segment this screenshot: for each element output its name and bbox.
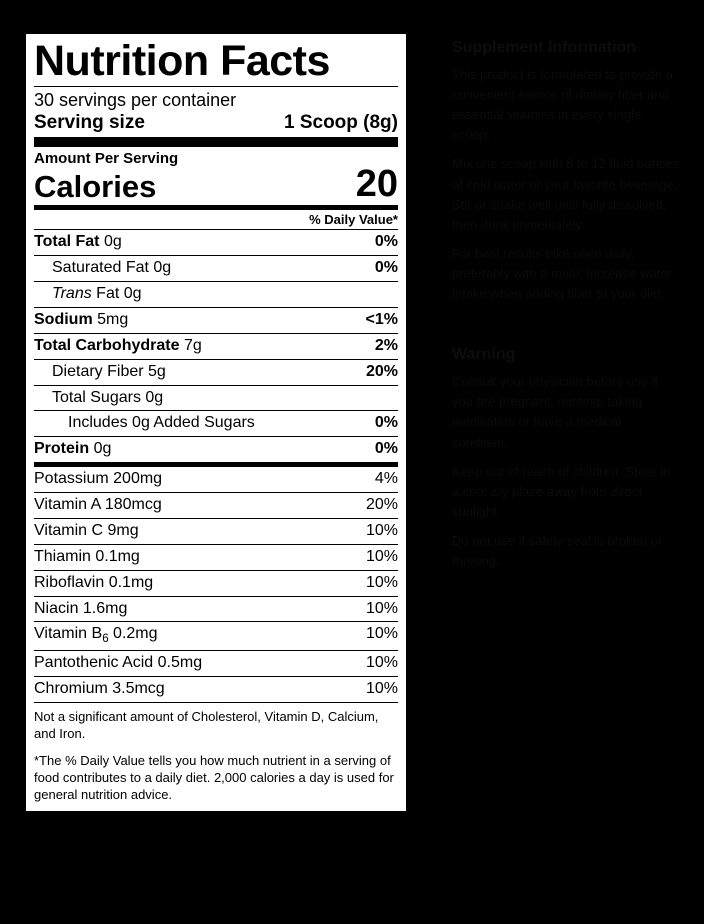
- nutrient-dv: 0%: [374, 414, 398, 432]
- nutrient-amount: 0g: [153, 259, 172, 277]
- serving-size-row: [34, 112, 398, 134]
- side-text-paragraph: Mix one scoop with 8 to 12 fluid ounces of cold water or your favorite beverage. Stir or shake well until fully dissolved, then drink immediately.: [452, 156, 679, 232]
- nutrient-amount: 5mg: [97, 310, 129, 328]
- nutrient-amount: 0g: [145, 388, 164, 406]
- vitamin-name: Vitamin A 180mcg: [34, 496, 162, 514]
- vitamin-name: Vitamin C 9mg: [34, 521, 139, 539]
- nutrient-row: [34, 308, 398, 333]
- vitamin-name: Riboflavin 0.1mg: [34, 573, 154, 591]
- nutrient-dv: 20%: [365, 362, 398, 380]
- side-text-paragraph: This product is formulated to provide a convenient source of dietary fiber and essential vitamins in every single scoop.: [452, 66, 674, 143]
- nutrient-dv: 0%: [374, 259, 398, 277]
- nutrient-amount: 0g: [103, 233, 122, 251]
- daily-value-header: % Daily Value*: [309, 212, 398, 228]
- divider-under-title: [34, 86, 398, 87]
- nutrient-amount: 0g: [93, 440, 112, 458]
- vitamin-row: [34, 545, 398, 570]
- nutrient-row: [34, 386, 398, 411]
- nutrient-row: [34, 230, 398, 255]
- vitamin-dv: 10%: [365, 680, 398, 698]
- vitamin-row: [34, 467, 398, 492]
- vitamin-row: [34, 493, 398, 518]
- vitamin-name-prefix: Vitamin B: [34, 625, 103, 643]
- nutrient-row: [34, 334, 398, 359]
- nutrient-dv: 2%: [374, 336, 398, 354]
- vitamin-row: [34, 622, 398, 650]
- nutrient-name: Protein: [34, 440, 90, 458]
- nutrient-row: [34, 256, 398, 281]
- nutrient-row: [34, 360, 398, 385]
- vitamin-name: Chromium 3.5mcg: [34, 680, 165, 698]
- divider-before-footnotes: [34, 702, 398, 703]
- nutrient-name: Saturated Fat: [52, 259, 149, 277]
- nutrient-name: Total Fat: [34, 233, 100, 251]
- side-text-block: [452, 36, 680, 580]
- footnote-daily-value: *The % Daily Value tells you how much nutrient in a serving of food contributes to a daily diet. 2,000 calories a day is used for general nutrition advice.: [34, 753, 394, 802]
- vitamin-row: [34, 597, 398, 622]
- vitamin-dv: 10%: [365, 654, 398, 672]
- footnote-not-significant: Not a significant amount of Cholesterol, Vitamin D, Calcium, and Iron.: [34, 709, 379, 741]
- serving-size-value: 1 Scoop (8g): [283, 112, 398, 134]
- vitamin-row: [34, 519, 398, 544]
- vitamin-name: Potassium 200mg: [34, 470, 163, 488]
- vitamin-dv: 10%: [365, 547, 398, 565]
- nutrient-amount: 0g: [123, 285, 142, 303]
- nutrient-row: [34, 411, 398, 436]
- side-text-spacer: [452, 313, 680, 343]
- nutrient-name: Includes 0g Added Sugars: [68, 414, 255, 432]
- vitamin-row: [34, 677, 398, 702]
- side-text-title: Supplement Information: [452, 39, 636, 56]
- vitamin-dv: 10%: [365, 573, 398, 591]
- vitamin-dv: 20%: [365, 496, 398, 514]
- vitamin-name: Niacin 1.6mg: [34, 599, 128, 617]
- nutrient-dv: <1%: [365, 310, 398, 328]
- calories-row: [34, 163, 398, 206]
- divider-under-calories: [34, 205, 398, 210]
- nutrition-facts-panel: [24, 32, 408, 813]
- vitamin-row: [34, 571, 398, 596]
- side-text-paragraph: Keep out of reach of children. Store in a cool dry place away from direct sunlight.: [452, 463, 671, 519]
- vitamin-dv: 10%: [365, 521, 398, 539]
- nutrient-name: Dietary Fiber: [52, 362, 144, 380]
- nutrient-name-italic: Trans: [52, 285, 92, 303]
- page-title: Nutrition Facts: [34, 37, 330, 85]
- side-text-paragraph: Consult your physician before use if you are pregnant, nursing, taking medication or have a medical condition.: [452, 374, 658, 450]
- amount-per-serving-label: Amount Per Serving: [34, 150, 179, 168]
- divider-thick-top: [34, 137, 398, 147]
- vitamin-dv: 10%: [365, 599, 398, 617]
- nutrient-row: Trans Fat 0g: [52, 285, 142, 303]
- nutrient-name: Total Carbohydrate: [34, 336, 180, 354]
- vitamin-row: [34, 651, 398, 676]
- nutrient-name: Sodium: [34, 310, 93, 328]
- calories-value: 20: [355, 163, 398, 206]
- servings-per-container: 30 servings per container: [34, 89, 237, 110]
- nutrient-amount: 5g: [148, 362, 166, 380]
- vitamin-name-suffix: 0.2mg: [108, 625, 158, 643]
- nutrient-dv: 0%: [374, 233, 398, 251]
- side-text-paragraph: For best results take once daily, preferably with a meal. Increase water intake when adding fiber to your diet.: [452, 245, 672, 302]
- calories-label: Calories: [34, 168, 157, 204]
- side-text-heading: Warning: [452, 346, 516, 364]
- vitamin-dv: 4%: [374, 470, 398, 488]
- vitamin-name-subscript: 6: [102, 633, 109, 646]
- nutrient-row: [34, 437, 398, 462]
- nutrient-name: Total Sugars: [52, 388, 141, 406]
- vitamin-dv: 10%: [365, 625, 398, 643]
- vitamin-name: Pantothenic Acid 0.5mg: [34, 654, 203, 672]
- side-text-paragraph: Do not use if safety seal is broken or missing.: [452, 533, 663, 569]
- nutrient-dv: 0%: [374, 440, 398, 458]
- nutrient-amount: 7g: [183, 336, 202, 354]
- vitamin-name: Thiamin 0.1mg: [34, 547, 140, 565]
- serving-size-label: Serving size: [34, 112, 145, 134]
